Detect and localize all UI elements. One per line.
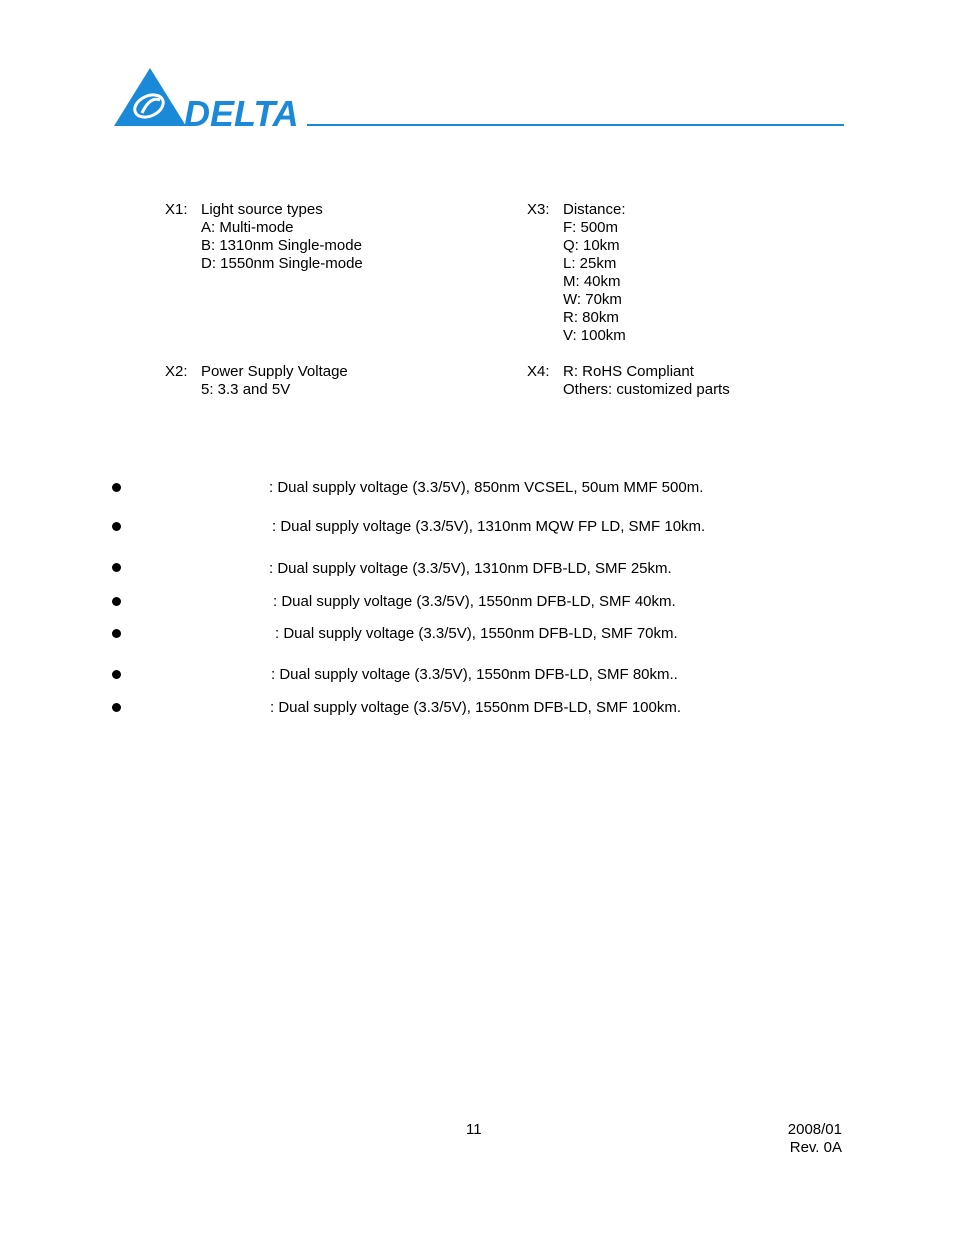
bullet-icon	[112, 670, 121, 679]
option-line: V: 100km	[563, 327, 626, 344]
option-line: F: 500m	[563, 219, 619, 236]
model-description: : Dual supply voltage (3.3/5V), 850nm VCSEL, 50um MMF 500m.	[269, 479, 704, 496]
delta-logo	[112, 66, 307, 128]
bullet-icon	[112, 563, 121, 572]
bullet-icon	[112, 483, 121, 492]
header-rule	[307, 124, 844, 126]
option-line: Q: 10km	[563, 237, 620, 254]
option-key: X4:	[527, 363, 550, 380]
logo-wordmark: DELTA	[184, 93, 299, 128]
option-line: D: 1550nm Single-mode	[201, 255, 363, 272]
model-description: : Dual supply voltage (3.3/5V), 1550nm DFB-LD, SMF 100km.	[270, 699, 682, 716]
option-line: Light source types	[201, 201, 323, 218]
option-line: R: RoHS Compliant	[563, 363, 694, 380]
model-description: : Dual supply voltage (3.3/5V), 1550nm DFB-LD, SMF 80km..	[271, 666, 678, 683]
bullet-icon	[112, 597, 121, 606]
option-line: B: 1310nm Single-mode	[201, 237, 362, 254]
page-number: 11	[466, 1121, 482, 1138]
option-line: Others: customized parts	[563, 381, 730, 398]
option-line: Power Supply Voltage	[201, 363, 348, 380]
option-line: Distance:	[563, 201, 626, 218]
bullet-icon	[112, 522, 121, 531]
option-line: 5: 3.3 and 5V	[201, 381, 291, 398]
option-line: L: 25km	[563, 255, 617, 272]
option-key: X2:	[165, 363, 188, 380]
option-line: A: Multi-mode	[201, 219, 294, 236]
option-line: R: 80km	[563, 309, 619, 326]
option-key: X1:	[165, 201, 188, 218]
document-revision: Rev. 0A	[789, 1139, 842, 1156]
model-description: : Dual supply voltage (3.3/5V), 1310nm MQW FP LD, SMF 10km.	[272, 518, 706, 535]
bullet-icon	[112, 703, 121, 712]
document-date: 2008/01	[787, 1121, 842, 1138]
bullet-icon	[112, 629, 121, 638]
model-description: : Dual supply voltage (3.3/5V), 1550nm DFB-LD, SMF 40km.	[273, 593, 676, 610]
option-line: W: 70km	[563, 291, 622, 308]
model-description: : Dual supply voltage (3.3/5V), 1310nm DFB-LD, SMF 25km.	[269, 560, 672, 577]
option-key: X3:	[527, 201, 550, 218]
option-line: M: 40km	[563, 273, 621, 290]
model-description: : Dual supply voltage (3.3/5V), 1550nm DFB-LD, SMF 70km.	[275, 625, 678, 642]
